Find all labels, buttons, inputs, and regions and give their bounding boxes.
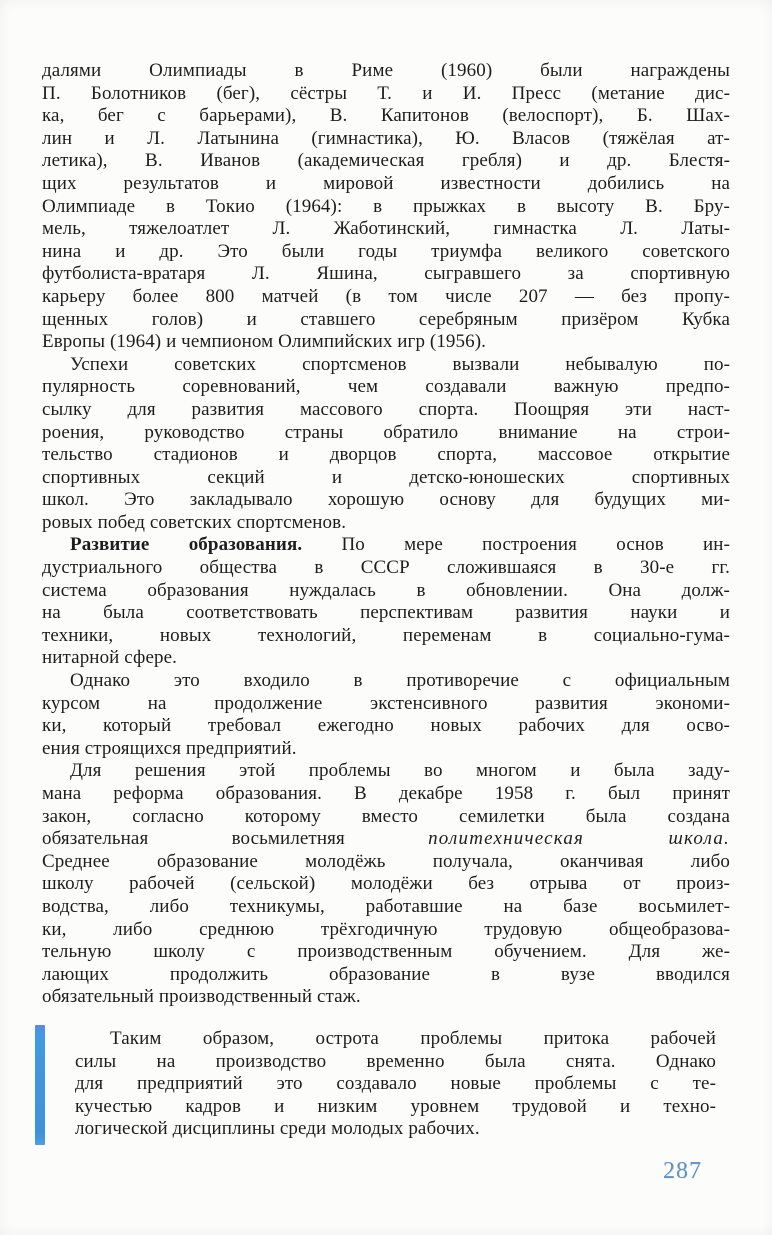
- text-line: [42, 647, 730, 670]
- bold-run: Развитие образования.: [70, 534, 303, 556]
- text-line: [42, 986, 730, 1009]
- text-line: [42, 218, 730, 241]
- text-run: силы на производство временно была снята. Однако: [75, 1050, 716, 1072]
- text-line: [42, 760, 730, 783]
- text-run: школу рабочей (сельской) молодёжи без отрыва от произ-: [42, 873, 730, 895]
- text-run: Таким образом, острота проблемы притока рабочей: [110, 1027, 716, 1049]
- italic-run: политехническая школа.: [428, 828, 731, 850]
- text-line: [42, 580, 730, 603]
- text-line: [42, 196, 730, 219]
- text-line: [42, 851, 730, 874]
- text-run: летика), В. Иванов (академическая гребля) и др. Блестя-: [42, 150, 730, 172]
- text-run: водства, либо техникумы, работавшие на базе восьмилет-: [42, 895, 730, 917]
- paragraph: [42, 670, 730, 760]
- text-run: для предприятий это создавало новые проблемы с те-: [75, 1073, 716, 1095]
- text-line: [75, 1028, 716, 1051]
- text-run: далями Олимпиады в Риме (1960) были награждены: [42, 60, 730, 81]
- text-run: обязательный производственный стаж.: [42, 986, 361, 1008]
- text-line: [42, 783, 730, 806]
- text-run: нитарной сфере.: [42, 647, 177, 669]
- text-run: щенных голов) и ставшего серебряным призёром Кубка: [42, 308, 730, 330]
- text-line: [42, 354, 730, 377]
- text-run: Однако это входило в противоречие с официальным: [70, 670, 730, 692]
- text-run: По мере построения основ ин-: [302, 534, 730, 556]
- text-run: тельство стадионов и дворцов спорта, массовое открытие: [42, 444, 730, 466]
- paragraph: [42, 60, 730, 354]
- text-line: [42, 60, 730, 83]
- text-run: тельную школу с производственным обучением. Для же-: [42, 941, 730, 963]
- text-line: [42, 873, 730, 896]
- text-line: [42, 444, 730, 467]
- text-run: пулярность соревнований, чем создавали важную предпо-: [42, 376, 730, 398]
- text-line: [75, 1096, 716, 1119]
- text-run: кучестью кадров и низким уровнем трудовой и техно-: [75, 1095, 716, 1117]
- text-line: [42, 83, 730, 106]
- text-run: дустриального общества в СССР сложившаяся в 30-е гг.: [42, 557, 730, 579]
- quote-block: [42, 1028, 730, 1141]
- text-line: [42, 806, 730, 829]
- text-column: [42, 60, 730, 1141]
- quote-text: [75, 1028, 716, 1141]
- text-line: [75, 1118, 716, 1141]
- text-line: [42, 964, 730, 987]
- text-line: [42, 173, 730, 196]
- text-run: Успехи советских спортсменов вызвали небывалую по-: [70, 353, 730, 375]
- text-line: [42, 286, 730, 309]
- text-line: [42, 512, 730, 535]
- text-run: Европы (1964) и чемпионом Олимпийских игр (1956).: [42, 331, 487, 353]
- text-run: карьеру более 800 матчей (в том числе 207 — без пропу-: [42, 285, 730, 307]
- text-run: нина и др. Это были годы триумфа великого советского: [42, 240, 730, 262]
- text-line: [42, 128, 730, 151]
- text-line: [42, 557, 730, 580]
- text-line: [42, 715, 730, 738]
- text-run: спортивных секций и детско-юношеских спортивных: [42, 466, 730, 488]
- text-run: техники, новых технологий, переменам в социально-гума-: [42, 624, 730, 646]
- text-line: [42, 489, 730, 512]
- text-line: [42, 941, 730, 964]
- text-run: Олимпиаде в Токио (1964): в прыжках в высоту В. Бру-: [42, 195, 730, 217]
- text-line: [42, 422, 730, 445]
- text-run: мана реформа образования. В декабре 1958 г. был принят: [42, 783, 730, 804]
- text-run: сылку для развития массового спорта. Поощряя эти наст-: [42, 398, 730, 420]
- text-line: [42, 738, 730, 761]
- text-run: лин и Л. Латынина (гимнастика), Ю. Власов (тяжёлая ат-: [42, 127, 730, 149]
- text-line: [42, 399, 730, 422]
- page-number: 287: [663, 1158, 702, 1184]
- text-line: [75, 1073, 716, 1096]
- text-line: [42, 602, 730, 625]
- text-run: Среднее образование молодёжь получала, оканчивая либо: [42, 850, 730, 872]
- text-line: [42, 919, 730, 942]
- text-run: ки, либо среднюю трёхгодичную трудовую общеобразова-: [42, 918, 730, 940]
- text-line: [42, 241, 730, 264]
- text-run: курсом на продолжение экстенсивного развития экономи-: [42, 692, 730, 714]
- text-line: [42, 828, 730, 851]
- text-line: [42, 309, 730, 332]
- text-run: Для решения этой проблемы во многом и была заду-: [70, 760, 730, 782]
- text-line: [42, 534, 730, 557]
- text-line: [42, 693, 730, 716]
- text-line: [75, 1051, 716, 1074]
- quote-accent-bar: [35, 1025, 45, 1145]
- text-run: ка, бег с барьерами), В. Капитонов (велоспорт), Б. Шах-: [42, 105, 730, 127]
- paragraph: [42, 354, 730, 535]
- text-run: на была соответствовать перспективам развития науки и: [42, 602, 730, 624]
- text-run: футболиста-вратаря Л. Яшина, сыгравшего за спортивную: [42, 263, 730, 285]
- text-line: [42, 376, 730, 399]
- text-run: ровых побед советских спортсменов.: [42, 511, 347, 533]
- text-line: [42, 105, 730, 128]
- text-run: ки, который требовал ежегодно новых рабочих для осво-: [42, 715, 730, 737]
- text-line: [42, 896, 730, 919]
- paragraph: [42, 760, 730, 1009]
- text-line: [42, 670, 730, 693]
- quote-paragraph: [75, 1028, 716, 1141]
- paragraph: [42, 534, 730, 670]
- text-run: ения строящихся предприятий.: [42, 737, 297, 759]
- paragraphs-container: [42, 60, 730, 1009]
- text-run: роения, руководство страны обратило внимание на строи-: [42, 421, 730, 443]
- text-run: школ. Это закладывало хорошую основу для будущих ми-: [42, 489, 730, 511]
- text-run: щих результатов и мировой известности добились на: [42, 172, 730, 194]
- text-line: [42, 625, 730, 648]
- text-line: [42, 150, 730, 173]
- text-run: мель, тяжелоатлет Л. Жаботинский, гимнастка Л. Латы-: [42, 218, 730, 240]
- text-line: [42, 467, 730, 490]
- text-line: [42, 263, 730, 286]
- text-run: обязательная восьмилетняя: [42, 828, 429, 850]
- text-run: закон, согласно которому вместо семилетки была создана: [42, 805, 730, 827]
- text-run: П. Болотников (бег), сёстры Т. и И. Пресс (метание дис-: [42, 82, 730, 104]
- text-run: лающих продолжить образование в вузе вводился: [42, 963, 730, 985]
- text-run: логической дисциплины среди молодых рабочих.: [75, 1118, 480, 1140]
- text-run: система образования нуждалась в обновлении. Она долж-: [42, 579, 730, 601]
- text-line: [42, 331, 730, 354]
